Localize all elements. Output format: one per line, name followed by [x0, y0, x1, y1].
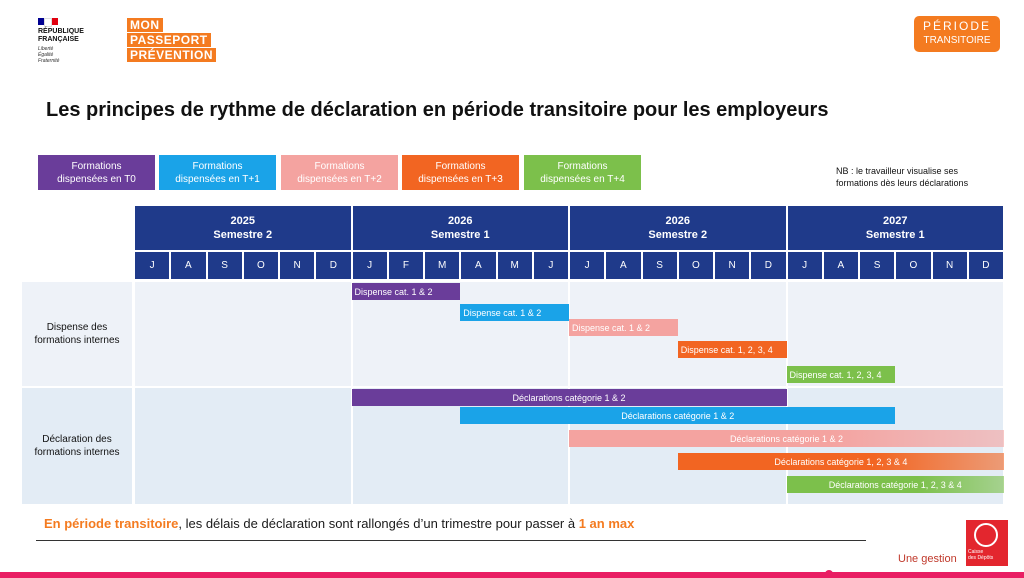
- footer-highlight-2: 1 an max: [578, 516, 635, 531]
- semester-year: 2027: [883, 215, 908, 227]
- declaration-bar: Déclarations catégorie 1 & 2: [460, 407, 895, 424]
- month-header: D: [969, 252, 1003, 279]
- semester-year: 2026: [665, 215, 690, 227]
- declaration-bar: Déclarations catégorie 1 & 2: [352, 389, 787, 406]
- month-header: S: [208, 252, 242, 279]
- periode-transitoire-badge: [914, 16, 1000, 52]
- month-header: A: [606, 252, 640, 279]
- mpp-line-1: MON: [127, 18, 163, 32]
- mpp-line-3: PRÉVENTION: [127, 48, 216, 62]
- periode-label: PÉRIODE: [922, 19, 991, 33]
- semester-header: [570, 206, 786, 250]
- legend-item-t2: Formations dispensées en T+2: [281, 155, 398, 190]
- month-header: N: [280, 252, 314, 279]
- video-progress-handle[interactable]: [825, 570, 833, 578]
- dispense-bar: Dispense cat. 1 & 2: [569, 319, 678, 336]
- grid-cell: [135, 282, 351, 386]
- month-header: O: [679, 252, 713, 279]
- rf-name: RÉPUBLIQUE FRANÇAISE: [38, 28, 84, 43]
- dispense-bar: Dispense cat. 1, 2, 3, 4: [678, 341, 787, 358]
- month-header: S: [860, 252, 894, 279]
- french-flag-icon: [38, 18, 58, 25]
- gestion-text: Une gestion: [898, 553, 957, 565]
- month-header: D: [751, 252, 785, 279]
- semester-header: [788, 206, 1004, 250]
- month-header: S: [643, 252, 677, 279]
- rf-motto: Liberté Égalité Fraternité: [38, 46, 60, 64]
- declaration-bar: Déclarations catégorie 1, 2, 3 & 4: [678, 453, 1004, 470]
- month-header: N: [933, 252, 967, 279]
- dispense-bar: Dispense cat. 1 & 2: [352, 283, 461, 300]
- semester-label: Semestre 1: [430, 229, 490, 241]
- legend-item-t0: Formations dispensées en T0: [38, 155, 155, 190]
- month-header: J: [135, 252, 169, 279]
- month-header: J: [353, 252, 387, 279]
- month-header: D: [316, 252, 350, 279]
- month-header: A: [824, 252, 858, 279]
- footer-highlight-1: En période transitoire: [44, 516, 179, 531]
- month-header: N: [715, 252, 749, 279]
- republique-francaise-logo: [38, 18, 98, 64]
- legend-item-t1: Formations dispensées en T+1: [159, 155, 276, 190]
- legend-item-t3: Formations dispensées en T+3: [402, 155, 519, 190]
- nb-note: NB : le travailleur visualise ses formations dès leurs déclarations: [836, 166, 969, 188]
- caisse-des-depots-logo: [966, 520, 1008, 566]
- grid-cell: [135, 388, 351, 504]
- cdc-text: Caisse des Dépôts: [968, 549, 994, 561]
- row-label-dispense: Dispense des formations internes: [34, 322, 120, 346]
- footer-text: , les délais de déclaration sont rallongés d’un trimestre pour passer à: [178, 516, 579, 531]
- transitoire-label: TRANSITOIRE: [923, 35, 991, 46]
- semester-label: Semestre 1: [865, 229, 925, 241]
- month-header: J: [570, 252, 604, 279]
- month-header: J: [788, 252, 822, 279]
- footer-note: [44, 516, 634, 531]
- video-progress-bar[interactable]: [0, 572, 1024, 578]
- row-label-declaration: Déclaration des formations internes: [34, 434, 120, 458]
- month-header: J: [534, 252, 568, 279]
- month-header: A: [461, 252, 495, 279]
- semester-label: Semestre 2: [648, 229, 708, 241]
- declaration-bar: Déclarations catégorie 1, 2, 3 & 4: [787, 476, 1005, 493]
- semester-header: [135, 206, 351, 250]
- dispense-bar: Dispense cat. 1, 2, 3, 4: [787, 366, 896, 383]
- declaration-bar: Déclarations catégorie 1 & 2: [569, 430, 1004, 447]
- month-header: M: [425, 252, 459, 279]
- month-header: F: [389, 252, 423, 279]
- cdc-emblem-icon: [974, 523, 998, 547]
- dispense-bar: Dispense cat. 1 & 2: [460, 304, 569, 321]
- month-header: A: [171, 252, 205, 279]
- month-header: M: [498, 252, 532, 279]
- semester-year: 2025: [230, 215, 255, 227]
- semester-header: [353, 206, 569, 250]
- semester-year: 2026: [448, 215, 473, 227]
- footer-divider: [36, 540, 866, 541]
- mpp-line-2: PASSEPORT: [127, 33, 211, 47]
- legend-item-t4: Formations dispensées en T+4: [524, 155, 641, 190]
- month-header: O: [244, 252, 278, 279]
- month-header: O: [896, 252, 930, 279]
- mon-passeport-prevention-logo: [127, 18, 227, 64]
- page-title: Les principes de rythme de déclaration en période transitoire pour les employeurs: [46, 99, 829, 121]
- semester-label: Semestre 2: [213, 229, 273, 241]
